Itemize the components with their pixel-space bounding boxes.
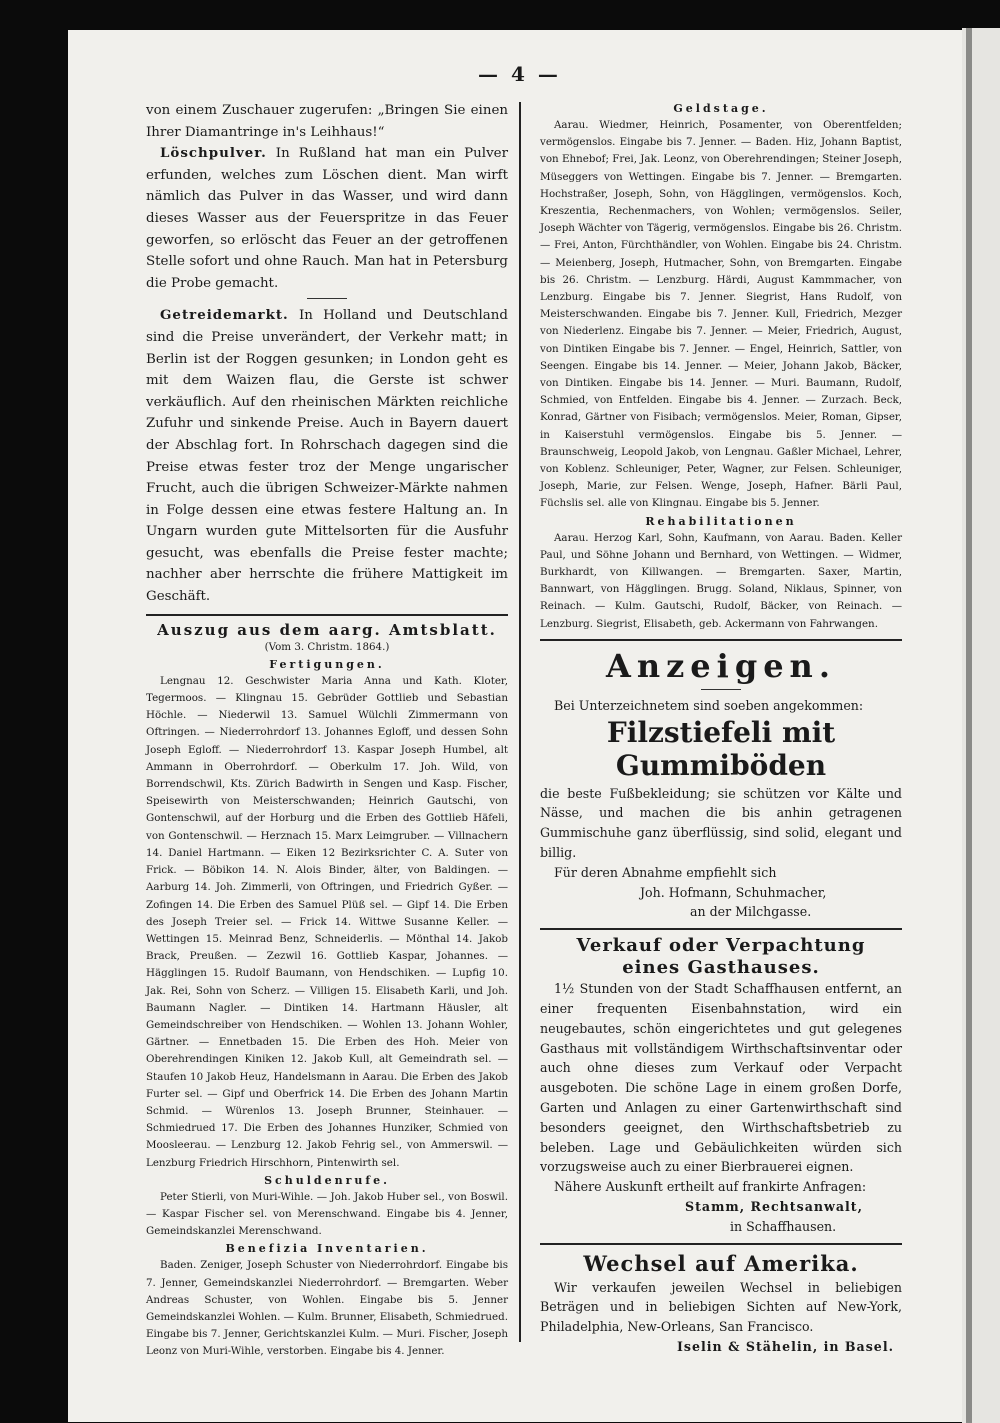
article-text: In Rußland hat man ein Pulver erfunden, welches zum Löschen dient. Man wirft nämlich das Pulver in das Wasser, und wird dann dieses Wasser aus der Feuerspritze in das Feuer geworfen, so erlöscht das Feuer an der getroffenen Stelle sofort und ohne Rauch. Man hat in Petersburg die Probe gemacht. xyxy=(146,146,508,291)
anzeigen-heading: Anzeigen. xyxy=(606,646,836,685)
left-column xyxy=(146,100,508,1361)
column-divider xyxy=(519,102,521,1342)
rehabilitationen-text: Aarau. Herzog Karl, Sohn, Kaufmann, von Aarau. Baden. Keller Paul, und Söhne Johann und Bernhard, von Wettingen. — Widmer, Burkhardt, von Killwangen. — Bremgarten. Saxer, Martin, Bannwart, von Hägglingen. Brugg. Soland, Niklaus, Spinner, von Reinach. — Kulm. Gautschi, Rudolf, Bäcker, von Reinach. — Lenzburg. Siegrist, Elisabeth, geb. Ackermann von Fahrwangen. xyxy=(540,531,902,630)
section-title: Auszug aus dem aarg. Amtsblatt. xyxy=(157,620,497,639)
article-loeschpulver xyxy=(146,143,508,294)
ad-signer: Iselin & Stähelin, in Basel. xyxy=(677,1339,894,1355)
ad-signer-address: an der Milchgasse. xyxy=(690,904,812,920)
page-number: — 4 — xyxy=(478,62,561,86)
section-rule xyxy=(540,928,902,930)
ad-product: Filzstiefeli mit Gummiböden xyxy=(606,715,836,782)
section-rule xyxy=(146,614,508,616)
subsection-title: Benefizia Inventarien. xyxy=(225,1242,429,1256)
ad-text: Nähere Auskunft ertheilt auf frankirte Anfragen: xyxy=(554,1179,867,1195)
subsection-title: Fertigungen. xyxy=(269,657,385,671)
subsection-title: Schuldenrufe. xyxy=(264,1173,390,1187)
section-rule xyxy=(540,639,902,641)
right-column xyxy=(540,100,902,1357)
ad-text: Für deren Abnahme empfiehlt sich xyxy=(554,864,777,880)
schuldenrufe-text: Peter Stierli, von Muri-Wihle. — Joh. Jakob Huber sel., von Boswil. — Kaspar Fischer sel. von Merenschwand. Eingabe bis 4. Jenner, Gemeindskanzlei Merenschwand. xyxy=(146,1190,508,1238)
ad-text: Wir verkaufen jeweilen Wechsel in beliebigen Beträgen und in beliebigen Sichten auf New-York, Philadelphia, New-Orleans, San Francisco. xyxy=(540,1279,902,1335)
ad-intro: Bei Unterzeichnetem sind soeben angekommen: xyxy=(554,697,864,713)
advertisement-wechsel xyxy=(540,1251,902,1357)
ad-signer: Joh. Hofmann, Schuhmacher, xyxy=(640,884,827,900)
ad-title: eines Gasthauses. xyxy=(622,957,820,979)
article-title: Löschpulver. xyxy=(160,145,267,162)
newspaper-page xyxy=(68,30,966,1422)
ad-signer-address: in Schaffhausen. xyxy=(730,1218,837,1234)
inventarien-text: Baden. Zeniger, Joseph Schuster von Niederrohrdorf. Eingabe bis 7. Jenner, Gemeindskanzlei Niederrohrdorf. — Bremgarten. Weber Andreas Schuster, von Wohlen. Eingabe bis 5. Jenner Gemeindskanzlei Wohlen. — Kulm. Brunner, Elisabeth, Schmiedrued. Eingabe bis 7. Jenner, Gerichtskanzlei Kulm. — Muri. Fischer, Joseph Leonz von Muri-Wihle, verstorben. Eingabe bis 4. Jenner. xyxy=(146,1259,508,1358)
divider xyxy=(701,689,741,690)
geldstage-text: Aarau. Wiedmer, Heinrich, Posamenter, von Oberentfelden; vermögenslos. Eingabe bis 7. Jenner. — Baden. Hiz, Johann Baptist, von Ehnebof; Frei, Jak. Leonz, von Oberehrendingen; Steiner Joseph, Müseggers von Wettingen. Eingabe bis 7. Jenner. — Bremgarten. Hochstraßer, Joseph, Sohn, von Hägglingen, vermögenslos. Koch, Kreszentia, Rechenmachers, von Wohlen; vermögenslos. Seiler, Joseph Wächter von Tägerig, vermögenslos. Eingabe bis 26. Christm. — Frei, Anton, Fürchthändler, von Wohlen. Eingabe bis 24. Christm. — Meienberg, Joseph, Hutmacher, Sohn, von Bremgarten. Eingabe bis 26. Christm. — Lenzburg. Härdi, August Kammmacher, von Lenzburg. Eingabe bis 7. Jenner. Siegrist, Hans Rudolf, von Meisterschwanden. Eingabe bis 7. Jenner. Kull, Friedrich, Mezger von Niederlenz. Eingabe bis 7. Jenner. — Meier, Friedrich, August, von Dintiken Eingabe bis 7. Jenner. — Engel, Heinrich, Sattler, von Seengen. Eingabe bis 14. Jenner. — Meier, Johann Jakob, Bäcker, von Dintiken. Eingabe bis 14. Jenner. — Muri. Baumann, Rudolf, Schmied, von Entfelden. Eingabe bis 4. Jenner. — Zurzach. Beck, Konrad, Gärtner von Fisibach; vermögenslos. Meier, Roman, Gipser, in Kaiserstuhl vermögenslos. Eingabe bis 5. Jenner. — Braunschweig, Leopold Jakob, von Lengnau. Gaßler Michael, Lehrer, von Koblenz. Schleuniger, Peter, Wagner, zur Felsen. Schleuniger, Joseph, Marie, zur Felsen. Wenge, Joseph, Hafner. Bärli Paul, Füchslis sel. alle von Klingnau. Eingabe bis 5. Jenner. xyxy=(540,119,902,510)
subsection-title: Geldstage. xyxy=(673,102,769,115)
ad-text: 1½ Stunden von der Stadt Schaffhausen entfernt, an einer frequenten Eisenbahnstation, wird ein neugebautes, schön eingerichtetes und gut gelegenes Gasthaus mit vollständigem Wirthschaftsinventar oder auch ohne dieses zum Verkauf oder Verpacht ausgeboten. Die schöne Lage in einem großen Dorfe, Garten und Anlagen zu einer Gartenwirthschaft sind besonders geeignet, den Wirthschaftsbetrieb zu beleben. Lage und Gebäulichkeiten würden sich vorzugsweise auch zu einer Bierbrauerei eignen. xyxy=(540,981,902,1175)
ad-title: Wechsel auf Amerika. xyxy=(583,1250,859,1276)
ad-signer: Stamm, Rechtsanwalt, xyxy=(685,1199,864,1215)
section-rule xyxy=(540,1243,902,1245)
subsection-title: Rehabilitationen xyxy=(645,514,797,528)
advertisement-gasthaus xyxy=(540,935,902,1236)
page-gutter-shadow xyxy=(966,28,972,1423)
article-text: In Holland und Deutschland sind die Preise unverändert, der Verkehr matt; in Berlin ist der Roggen gesunken; in London geht es mit dem Waizen flau, die Gerste ist schwer verkäuflich. Auf den rheinischen Märkten reichliche Zufuhr und sinkende Preise. Auch in Bayern dauert der Abschlag fort. In Rohrschach dagegen sind die Preise etwas fester troz der Menge ungarischer Frucht, auch die übrigen Schweizer-Märkte nahmen in Folge dessen eine etwas festere Haltung an. In Ungarn wurden gute Mittelsorten für die Ausfuhr gesucht, was ebenfalls die Preise fester machte; nachher aber herrschte die frühere Mattigkeit im Geschäft. xyxy=(146,308,508,605)
ad-title: Verkauf oder Verpachtung xyxy=(576,935,866,957)
section-date: (Vom 3. Christm. 1864.) xyxy=(264,640,390,653)
advertisement-filzstiefeli xyxy=(540,696,902,922)
article-title: Getreidemarkt. xyxy=(160,307,289,324)
divider xyxy=(307,298,347,299)
article-continuation: von einem Zuschauer zugerufen: „Bringen Sie einen Ihrer Diamantringe in's Leihhaus!“ xyxy=(146,103,508,140)
article-getreidemarkt xyxy=(146,305,508,607)
ad-text: die beste Fußbekleidung; sie schützen vor Kälte und Nässe, und machen die bis anhin getragenen Gummischuhe ganz überflüssig, sind solid, elegant und billig. xyxy=(540,785,902,861)
fertigungen-text: Lengnau 12. Geschwister Maria Anna und Kath. Kloter, Tegermoos. — Klingnau 15. Gebrüder Gottlieb und Sebastian Höchle. — Niederwil 13. Samuel Wülchli Zimmermann von Oftringen. — Niederrohrdorf 13. Johannes Egloff, und dessen Sohn Joseph Egloff. — Niederrohrdorf 13. Kaspar Joseph Humbel, alt Ammann in Oberrohrdorf. — Oberkulm 17. Joh. Wild, von Borrendschwil, Kts. Zürich Badwirth in Sengen und Kasp. Fischer, Speisewirth von Meisterschwanden; Heinrich Gautschi, von Gontenschwil, auf der Horburg und die Erben des Gottlieb Häfeli, von Gontenschwil. — Herznach 15. Marx Leimgruber. — Villnachern 14. Daniel Hartmann. — Eiken 12 Bezirksrichter C. A. Suter von Frick. — Böbikon 14. N. Alois Binder, älter, von Baldingen. — Aarburg 14. Joh. Zimmerli, von Oftringen, und Friedrich Gyßer. — Zofingen 14. Die Erben des Samuel Plüß sel. — Gipf 14. Die Erben des Joseph Treier sel. — Frick 14. Wittwe Susanne Keller. — Wettingen 15. Meinrad Benz, Schneiderlis. — Mönthal 14. Jakob Brack, Preußen. — Zezwil 16. Gottlieb Kaspar, Johannes. — Hägglingen 15. Rudolf Baumann, von Hendschiken. — Lupfig 10. Jak. Rei, Sohn von Scherz. — Villigen 15. Elisabeth Karli, und Joh. Baumann Nagler. — Dintiken 14. Hartmann Häusler, alt Gemeindschreiber von Hendschiken. — Wohlen 13. Johann Wohler, Gärtner. — Ennetbaden 15. Die Erben des Hoh. Meier von Oberehrendingen Kiniken 12. Jakob Kull, alt Gemeindrath sel. — Staufen 10 Jakob Heuz, Handelsmann in Aarau. Die Erben des Jakob Furter sel. — Gipf und Oberfrick 14. Die Erben des Johann Martin Schmid. — Würenlos 13. Joseph Brunner, Steinhauer. — Schmiedrued 17. Die Erben des Johannes Hunziker, Schmied von Moosleerau. — Lenzburg 12. Jakob Fehrig sel., von Ammerswil. — Lenzburg Friedrich Hirschhorn, Pintenwirth sel. xyxy=(146,674,508,1169)
